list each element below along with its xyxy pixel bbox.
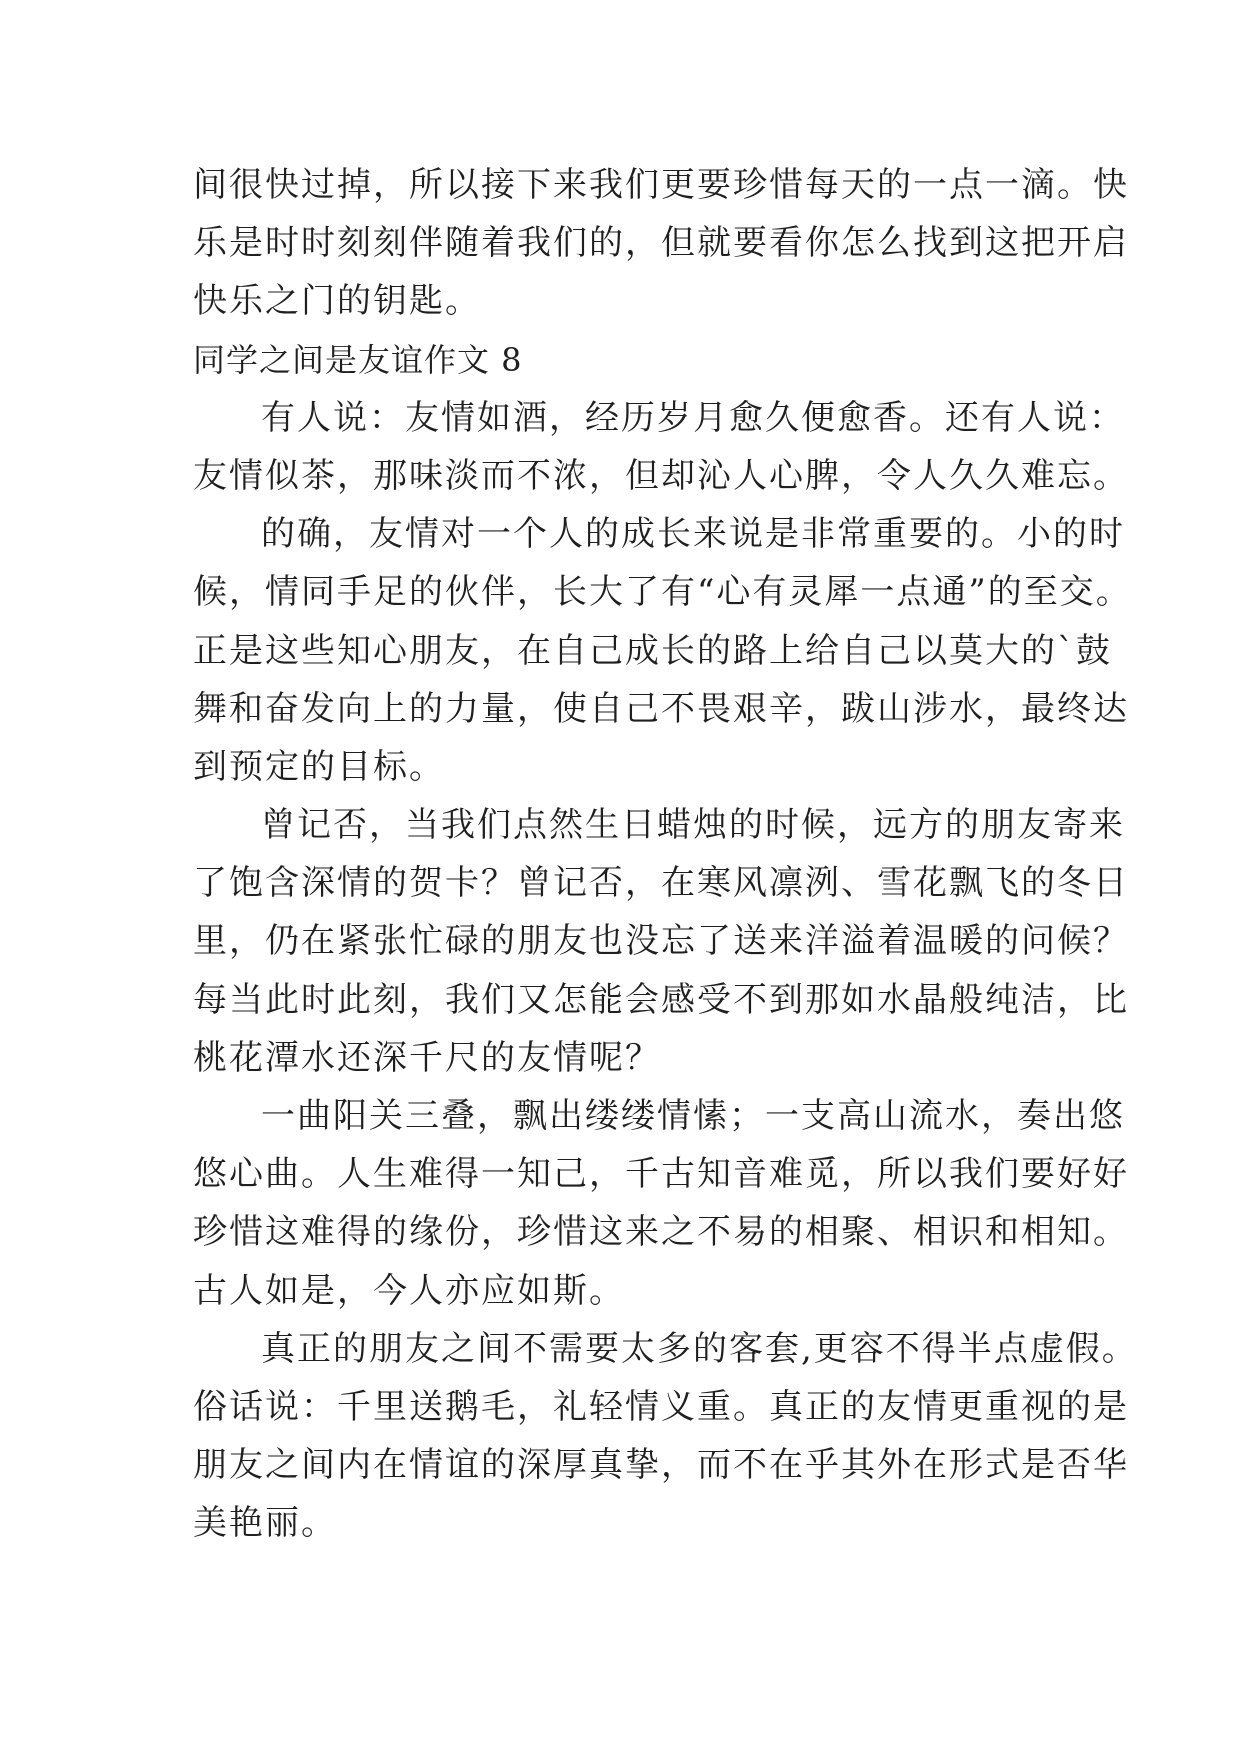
text-line: 舞和奋发向上的力量，使自己不畏艰辛，跋山涉水，最终达 bbox=[193, 688, 1129, 729]
text-line: 每当此时此刻，我们又怎能会感受不到那如水晶般纯洁，比 bbox=[193, 979, 1129, 1020]
text-line: 美艳丽。 bbox=[193, 1503, 337, 1544]
text-line: 正是这些知心朋友，在自己成长的路上给自己以莫大的`鼓 bbox=[193, 630, 1112, 671]
text-line: 间很快过掉，所以接下来我们更要珍惜每天的一点一滴。快 bbox=[193, 165, 1129, 205]
paragraph-first-line: 一曲阳关三叠，飘出缕缕情愫；一支高山流水，奏出悠 bbox=[261, 1096, 1125, 1136]
paragraph-first-line: 曾记否，当我们点然生日蜡烛的时候，远方的朋友寄来 bbox=[261, 805, 1125, 846]
text-line: 朋友之间内在情谊的深厚真挚，而不在乎其外在形式是否华 bbox=[193, 1445, 1129, 1486]
text-line: 候，情同手足的伙伴，长大了有“心有灵犀一点通”的至交。 bbox=[193, 572, 1132, 613]
text-line: 悠心曲。人生难得一知己，千古知音难觅，所以我们要好好 bbox=[193, 1154, 1129, 1195]
text-line: 友情似茶，那味淡而不浓，但却沁人心脾，令人久久难忘。 bbox=[193, 455, 1129, 496]
text-line: 到预定的目标。 bbox=[193, 746, 445, 787]
paragraph-first-line: 有人说：友情如酒，经历岁月愈久便愈香。还有人说： bbox=[261, 397, 1125, 438]
text-line: 古人如是，今人亦应如斯。 bbox=[193, 1270, 625, 1311]
text-line: 了饱含深情的贺卡？曾记否，在寒风凛洌、雪花飘飞的冬日 bbox=[193, 863, 1129, 904]
paragraph-first-line: 的确，友情对一个人的成长来说是非常重要的。小的时 bbox=[261, 514, 1125, 555]
text-line: 快乐之门的钥匙。 bbox=[193, 281, 481, 322]
text-line: 乐是时时刻刻伴随着我们的，但就要看你怎么找到这把开启 bbox=[193, 223, 1129, 264]
text-line: 里，仍在紧张忙碌的朋友也没忘了送来洋溢着温暖的问候？ bbox=[193, 921, 1129, 962]
document-body bbox=[193, 156, 1138, 1553]
paragraph-first-line: 真正的朋友之间不需要太多的客套,更容不得半点虚假。 bbox=[261, 1328, 1138, 1369]
text-line: 桃花潭水还深千尺的友情呢？ bbox=[193, 1037, 661, 1078]
section-heading: 同学之间是友谊作文 8 bbox=[193, 340, 523, 379]
text-line: 珍惜这难得的缘份，珍惜这来之不易的相聚、相识和相知。 bbox=[193, 1212, 1129, 1253]
text-line: 俗话说：千里送鹅毛，礼轻情义重。真正的友情更重视的是 bbox=[193, 1386, 1129, 1427]
